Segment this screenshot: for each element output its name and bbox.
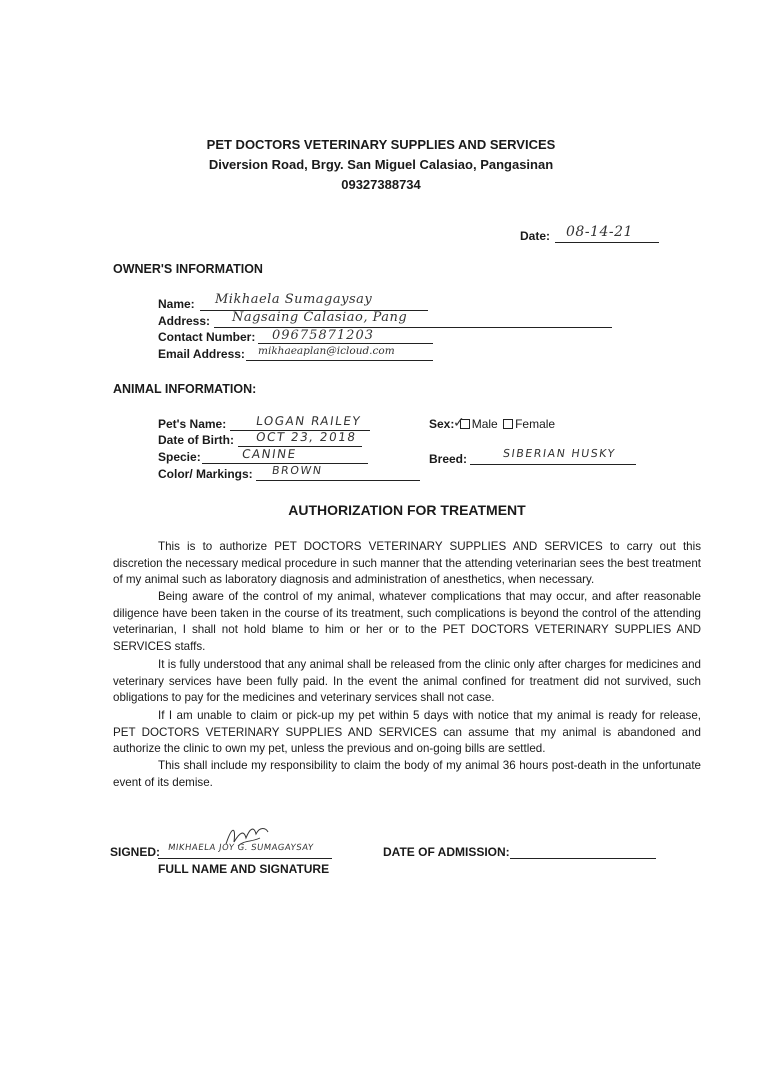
signature-scribble-icon: [222, 822, 272, 850]
specie-label: Specie:: [158, 450, 201, 464]
pet-name-label: Pet's Name:: [158, 417, 227, 431]
company-address: Diversion Road, Brgy. San Miguel Calasiao, Pangasinan: [208, 157, 554, 172]
signed-label: SIGNED:: [110, 845, 161, 859]
authorization-paragraph: This shall include my responsibility to claim the body of my animal 36 hours post-death in the unfortunate event of its demise.: [113, 759, 701, 789]
authorization-title: AUTHORIZATION FOR TREATMENT: [288, 502, 526, 518]
date-line: [555, 242, 659, 243]
owner-contact-value[interactable]: 09675871203: [272, 328, 374, 343]
specie-value[interactable]: CANINE: [241, 447, 298, 461]
admission-date-line[interactable]: [510, 858, 656, 859]
authorization-paragraph: If I am unable to claim or pick-up my pet within 5 days with notice that my animal is ready for release, PET DOCTORS VETERINARY SUPPLIES AND SERVICES can assume that my animal is abandoned and authorize the clinic to own my pet, unless the previous and on-going bills are settled.: [113, 709, 701, 756]
sex-female-label: Female: [515, 417, 556, 431]
sex-field: [429, 417, 555, 431]
breed-label: Breed:: [429, 452, 468, 466]
signature-caption: FULL NAME AND SIGNATURE: [158, 862, 330, 876]
owner-address-value[interactable]: Nagsaing Calasiao, Pang: [232, 310, 408, 325]
authorization-paragraph: This is to authorize PET DOCTORS VETERINARY SUPPLIES AND SERVICES to carry out this discretion the necessary medical procedure in such manner that the attending veterinarian sees the best treatment of my animal such as laboratory diagnosis and administration of anesthetics, when necessary.: [113, 540, 701, 587]
signed-value[interactable]: MIKHAELA JOY G. SUMAGAYSAY: [167, 843, 315, 853]
owner-email-line: [246, 360, 433, 361]
admission-date-label: DATE OF ADMISSION:: [383, 845, 510, 859]
signature-line: [158, 858, 332, 859]
color-label: Color/ Markings:: [158, 467, 253, 481]
sex-label: Sex:: [429, 417, 455, 431]
color-value[interactable]: BROWN: [271, 464, 324, 477]
owner-section-title: OWNER'S INFORMATION: [113, 262, 263, 276]
breed-line: [470, 464, 636, 465]
authorization-paragraph: It is fully understood that any animal shall be released from the clinic only after charges for medicines and veterinary services have been fully paid. In the event the animal confined for treatment did not survived, such obligations to pay for the medicines and veterinary services shall not case.: [113, 658, 701, 705]
check-mark-icon: ✓: [453, 415, 465, 431]
owner-address-label: Address:: [158, 314, 211, 328]
company-name: PET DOCTORS VETERINARY SUPPLIES AND SERVICES: [206, 137, 556, 152]
dob-value[interactable]: OCT 23, 2018: [255, 430, 358, 444]
pet-name-value[interactable]: LOGAN RAILEY: [255, 414, 363, 428]
date-value[interactable]: 08-14-21: [566, 224, 633, 240]
owner-contact-line: [258, 343, 433, 344]
sex-male-label: Male: [471, 417, 498, 431]
sex-female-checkbox[interactable]: [503, 419, 513, 429]
color-line: [256, 480, 420, 481]
owner-contact-label: Contact Number:: [158, 330, 256, 344]
authorization-paragraph: Being aware of the control of my animal, whatever complications that may occur, and after reasonable diligence have been taken in the course of its treatment, such complications is beyond the control of the attending veterinarian, I shall not hold blame to him or her or to the PET DOCTORS VETERINARY SUPPLIES AND SERVICES staffs.: [113, 590, 701, 653]
date-label: Date:: [520, 229, 551, 243]
owner-name-label: Name:: [158, 297, 195, 311]
owner-name-value[interactable]: Mikhaela Sumagaysay: [215, 292, 373, 307]
animal-section-title: ANIMAL INFORMATION:: [113, 382, 257, 396]
breed-value[interactable]: SIBERIAN HUSKY: [502, 447, 617, 460]
dob-label: Date of Birth:: [158, 433, 234, 447]
owner-email-label: Email Address:: [158, 347, 245, 361]
company-phone: 09327388734: [341, 177, 421, 192]
owner-email-value[interactable]: mikhaeaplan@icloud.com: [258, 345, 395, 357]
